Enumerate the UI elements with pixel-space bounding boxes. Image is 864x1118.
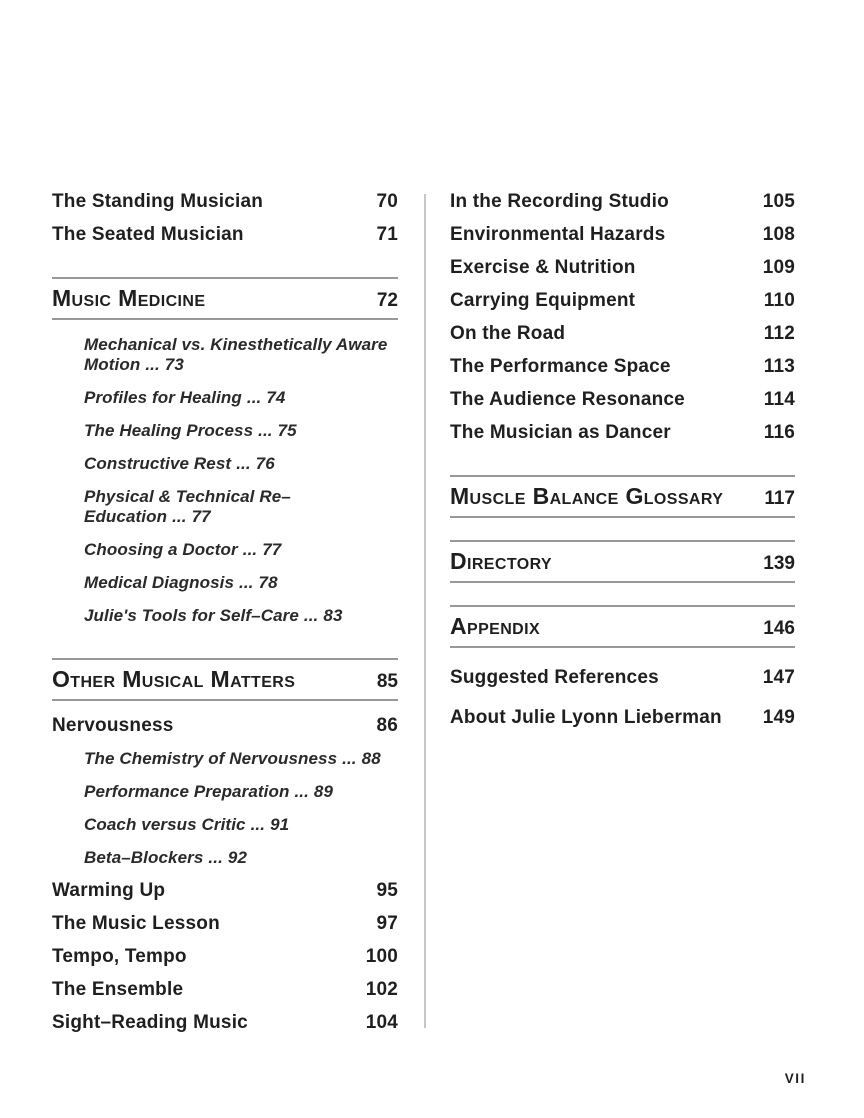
- toc-entry-title: The Audience Resonance: [450, 389, 685, 410]
- toc-entry-page: 100: [365, 946, 398, 967]
- toc-section-heading: [450, 475, 795, 518]
- toc-entry-page: 116: [763, 422, 795, 443]
- toc-subentry-title: Mechanical vs. Kinesthetically Aware Motion: [84, 335, 388, 374]
- leader-dots: ...: [239, 573, 254, 592]
- leader-dots: ...: [236, 454, 251, 473]
- toc-subentry: [52, 335, 398, 375]
- toc-entry: [450, 423, 795, 443]
- toc-entry-page: 105: [762, 191, 795, 212]
- toc-entry: [52, 192, 398, 212]
- toc-subentry-page: 78: [258, 573, 278, 592]
- leader-dots: ...: [242, 540, 258, 559]
- leader-dots: ...: [208, 848, 223, 867]
- toc-entry-title: On the Road: [450, 323, 566, 344]
- toc-section-heading: [52, 277, 398, 320]
- toc-section-heading: [450, 540, 795, 583]
- toc-entry-page: 86: [376, 715, 398, 736]
- toc-entry-page: 110: [763, 290, 795, 311]
- toc-subentry: [52, 749, 398, 769]
- toc-entry-title: About Julie Lyonn Lieberman: [450, 707, 722, 728]
- toc-entry: [52, 881, 398, 901]
- toc-entry-title: Nervousness: [52, 715, 174, 736]
- toc-entry-title: Environmental Hazards: [450, 224, 666, 245]
- toc-heading-title: Directory: [450, 548, 552, 574]
- toc-entry: [450, 225, 795, 245]
- toc-entry-title: The Musician as Dancer: [450, 422, 671, 443]
- toc-subentry-page: 88: [361, 749, 381, 768]
- toc-entry-title: The Music Lesson: [52, 913, 220, 934]
- toc-entry-page: 113: [763, 356, 795, 377]
- toc-entry-title: The Standing Musician: [52, 191, 264, 212]
- toc-entry-page: 104: [365, 1012, 398, 1033]
- leader-dots: ...: [246, 388, 262, 407]
- toc-subentry-page: 74: [266, 388, 286, 407]
- toc-heading-page: 117: [764, 488, 795, 509]
- toc-entry-page: 97: [376, 913, 398, 934]
- toc-subentry-page: 77: [191, 507, 211, 526]
- toc-subentry: [52, 454, 398, 474]
- toc-subentry-title: Profiles for Healing: [84, 388, 242, 407]
- toc-entry-title: The Ensemble: [52, 979, 184, 1000]
- toc-subentry-title: The Chemistry of Nervousness: [84, 749, 338, 768]
- toc-entry: [450, 357, 795, 377]
- toc-entry: [450, 324, 795, 344]
- toc-section-heading: [52, 658, 398, 701]
- toc-column-left: [52, 192, 398, 1046]
- toc-entry: [450, 708, 795, 728]
- toc-entry: [450, 291, 795, 311]
- toc-entry-title: Exercise & Nutrition: [450, 257, 636, 278]
- toc-entry-title: In the Recording Studio: [450, 191, 669, 212]
- toc-entry-title: Warming Up: [52, 880, 166, 901]
- toc-heading-page: 72: [376, 290, 398, 311]
- toc-subentry-page: 76: [255, 454, 275, 473]
- toc-subentry-page: 92: [227, 848, 248, 867]
- toc-entry: [52, 980, 398, 1000]
- toc-entry-page: 109: [762, 257, 795, 278]
- toc-subentry: [52, 421, 398, 441]
- toc-entry-page: 70: [376, 191, 398, 212]
- toc-subentry-title: Constructive Rest: [84, 454, 232, 473]
- toc-subentry-title: Performance Preparation: [84, 782, 290, 801]
- toc-entry-page: 114: [763, 389, 795, 410]
- leader-dots: ...: [258, 421, 273, 440]
- toc-heading-title: Muscle Balance Glossary: [450, 483, 724, 509]
- toc-heading-title: Other Musical Matters: [52, 666, 296, 692]
- toc-subentry-page: 75: [277, 421, 297, 440]
- toc-entry: [52, 914, 398, 934]
- toc-heading-page: 139: [763, 553, 795, 574]
- toc-columns: [52, 192, 794, 1046]
- leader-dots: ...: [250, 815, 266, 834]
- toc-entry-title: Tempo, Tempo: [52, 946, 187, 967]
- toc-subentry: [52, 388, 398, 408]
- toc-entry: [450, 390, 795, 410]
- toc-entry: [450, 668, 795, 688]
- toc-column-right: [450, 192, 795, 741]
- toc-entry: [450, 258, 795, 278]
- leader-dots: ...: [145, 355, 160, 374]
- leader-dots: ...: [172, 507, 187, 526]
- leader-dots: ...: [342, 749, 357, 768]
- toc-section-heading: [450, 605, 795, 648]
- toc-subentry: [52, 540, 398, 560]
- toc-entry: [52, 225, 398, 245]
- leader-dots: ...: [294, 782, 309, 801]
- leader-dots: ...: [303, 606, 319, 625]
- toc-subentry: [52, 782, 398, 802]
- toc-entry-title: The Performance Space: [450, 356, 671, 377]
- toc-heading-title: Appendix: [450, 613, 541, 639]
- toc-subentry-title: Medical Diagnosis: [84, 573, 235, 592]
- toc-subentry-page: 91: [270, 815, 290, 834]
- toc-subentry-page: 83: [323, 606, 343, 625]
- toc-subentry: [52, 815, 398, 835]
- toc-subentry-page: 73: [164, 355, 184, 374]
- toc-entry: [450, 192, 795, 212]
- toc-subentry: [52, 573, 398, 593]
- toc-subentry: [52, 487, 398, 527]
- toc-entry-page: 108: [762, 224, 795, 245]
- toc-entry-title: The Seated Musician: [52, 224, 244, 245]
- toc-subentry-title: Physical & Technical Re–Education: [84, 487, 291, 526]
- toc-entry-page: 149: [762, 707, 795, 728]
- toc-entry: [52, 947, 398, 967]
- toc-entry-page: 102: [365, 979, 398, 1000]
- toc-subentry-title: Julie's Tools for Self–Care: [84, 606, 299, 625]
- toc-entry-page: 71: [376, 224, 398, 245]
- toc-subentry-page: 89: [313, 782, 334, 801]
- toc-subentry: [52, 606, 398, 626]
- toc-heading-title: Music Medicine: [52, 285, 206, 311]
- toc-entry-title: Carrying Equipment: [450, 290, 636, 311]
- toc-entry-title: Suggested References: [450, 667, 659, 688]
- toc-subentry-title: The Healing Process: [84, 421, 254, 440]
- toc-entry: [52, 716, 398, 736]
- toc-subentry: [52, 848, 398, 868]
- toc-entry-title: Sight–Reading Music: [52, 1012, 248, 1033]
- page-number: VII: [784, 1071, 806, 1086]
- toc-entry: [52, 1013, 398, 1033]
- column-divider: [424, 194, 426, 1028]
- toc-subentry-title: Coach versus Critic: [84, 815, 246, 834]
- toc-heading-page: 85: [376, 671, 398, 692]
- toc-subentry-title: Beta–Blockers: [84, 848, 204, 867]
- toc-subentry-page: 77: [262, 540, 282, 559]
- toc-subentry-title: Choosing a Doctor: [84, 540, 238, 559]
- toc-entry-page: 112: [763, 323, 795, 344]
- toc-entry-page: 95: [376, 880, 398, 901]
- toc-heading-page: 146: [763, 618, 795, 639]
- toc-entry-page: 147: [762, 667, 795, 688]
